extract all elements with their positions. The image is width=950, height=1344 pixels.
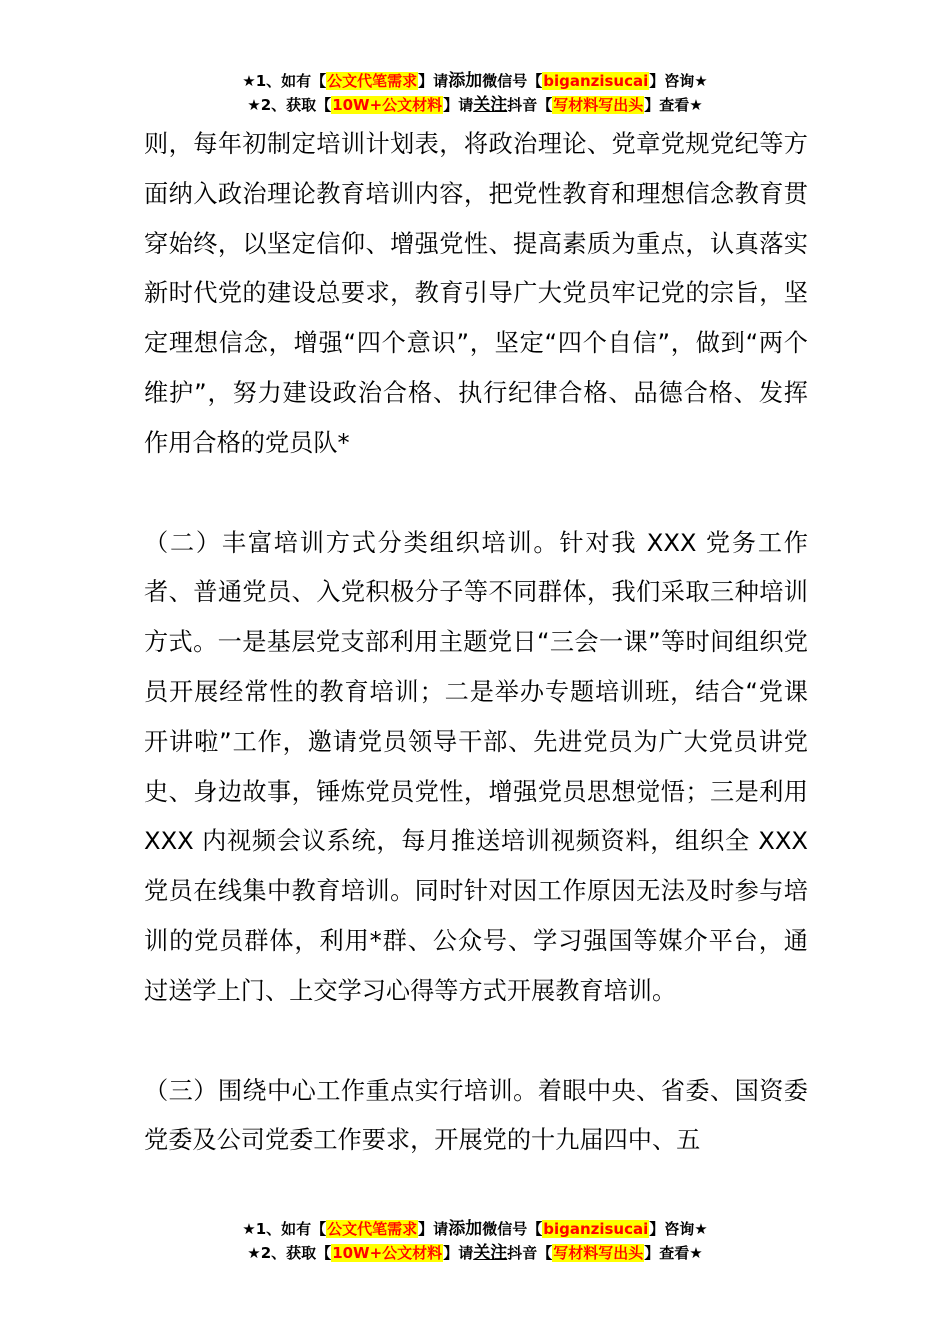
banner-highlight-wechat-id: biganzisucai	[543, 72, 649, 90]
footer-highlight-materials: 10W+公文材料	[332, 1244, 443, 1262]
banner-line2-prefix: ★2、获取【	[247, 96, 332, 114]
footer-banner	[0, 1217, 950, 1265]
banner-line1-prefix: ★1、如有【	[242, 72, 327, 90]
banner-line1-text: 】请	[418, 72, 449, 90]
banner-highlight-materials: 10W+公文材料	[332, 96, 443, 114]
footer-line1-text-2: 微信号【	[482, 1220, 543, 1238]
footer-line2-suffix: 】查看★	[644, 1244, 703, 1262]
footer-emphasis-add: 添加	[448, 1219, 483, 1239]
footer-line2-prefix: ★2、获取【	[247, 1244, 332, 1262]
footer-emphasis-follow: 关注	[473, 1243, 508, 1263]
banner-highlight-douyin: 写材料写出头	[553, 96, 644, 114]
footer-line2-text: 】请	[443, 1244, 474, 1262]
footer-line1-prefix: ★1、如有【	[242, 1220, 327, 1238]
banner-line2-text-2: 抖音【	[507, 96, 553, 114]
paragraph-2: （二）丰富培训方式分类组织培训。针对我 XXX 党务工作者、普通党员、入党积极分子等不同群体，我们采取三种培训方式。一是基层党支部利用主题党日“三会一课”等时间组织党员开展经常性的教育培训；二是举办专题培训班，结合“党课开讲啦”工作，邀请党员领导干部、先进党员为广大党员讲党史、身边故事，锤炼党员党性，增强党员思想觉悟；三是利用 XXX 内视频会议系统，每月推送培训视频资料，组织全 XXX 党员在线集中教育培训。同时针对因工作原因无法及时参与培训的党员群体，利用*群、公众号、学习强国等媒介平台，通过送学上门、上交学习心得等方式开展教育培训。	[144, 528, 808, 1005]
banner-highlight-writing-service: 公文代笔需求	[327, 72, 418, 90]
banner-line2-text: 】请	[443, 96, 474, 114]
banner-emphasis-follow: 关注	[473, 95, 508, 115]
footer-highlight-wechat-id: biganzisucai	[543, 1220, 649, 1238]
footer-line2-text-2: 抖音【	[507, 1244, 553, 1262]
banner-emphasis-add: 添加	[448, 71, 483, 91]
footer-line-2	[0, 1241, 950, 1265]
banner-line-1	[0, 69, 950, 93]
footer-highlight-douyin: 写材料写出头	[553, 1244, 644, 1262]
footer-line-1	[0, 1217, 950, 1241]
header-banner	[0, 69, 950, 117]
banner-line1-text-2: 微信号【	[482, 72, 543, 90]
footer-line1-text: 】请	[418, 1220, 449, 1238]
banner-line-2	[0, 93, 950, 117]
paragraph-1: 则，每年初制定培训计划表，将政治理论、党章党规党纪等方面纳入政治理论教育培训内容，把党性教育和理想信念教育贯穿始终，以坚定信仰、增强党性、提高素质为重点，认真落实新时代党的建设总要求，教育引导广大党员牢记党的宗旨，坚定理想信念，增强“四个意识”，坚定“四个自信”，做到“两个维护”，努力建设政治合格、执行纪律合格、品德合格、发挥作用合格的党员队*	[144, 130, 808, 457]
banner-line1-suffix: 】咨询★	[649, 72, 708, 90]
paragraph-3: （三）围绕中心工作重点实行培训。着眼中央、省委、国资委党委及公司党委工作要求，开展党的十九届四中、五	[144, 1076, 808, 1155]
document-body	[144, 120, 808, 1166]
footer-line1-suffix: 】咨询★	[649, 1220, 708, 1238]
footer-highlight-writing-service: 公文代笔需求	[327, 1220, 418, 1238]
banner-line2-suffix: 】查看★	[644, 96, 703, 114]
